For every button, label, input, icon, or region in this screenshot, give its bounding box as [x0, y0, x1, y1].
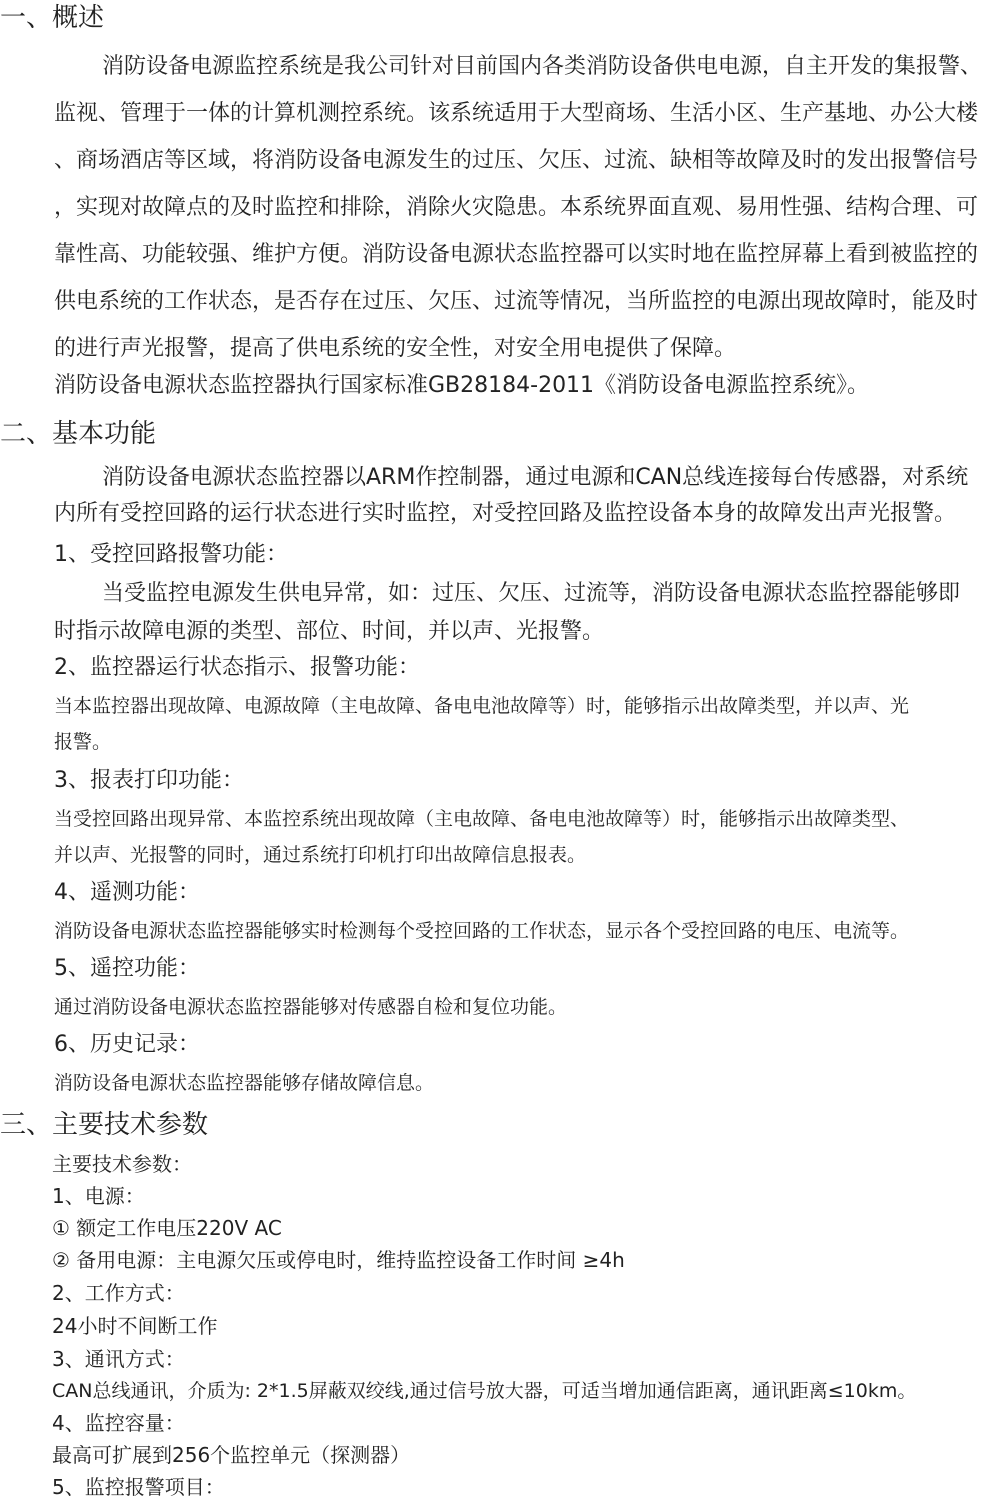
param-backup-power: ② 备用电源：主电源欠压或停电时，维持监控设备工作时间 ≥4h — [52, 1248, 625, 1272]
text-line: 通过消防设备电源状态监控器能够对传感器自检和复位功能。 — [54, 996, 568, 1018]
section-heading-tech-params: 三、主要技术参数 — [0, 1110, 209, 1140]
text-line: ，实现对故障点的及时监控和排除，消除火灾隐患。本系统界面直观、易用性强、结构合理、可 — [54, 195, 979, 220]
function-1-body — [54, 575, 1000, 651]
function-4-body — [54, 913, 1000, 949]
text-line: 的进行声光报警，提高了供电系统的安全性，对安全用电提供了保障。 — [54, 336, 737, 361]
overview-paragraph — [54, 43, 1000, 372]
param-work-mode-title: 2、工作方式： — [52, 1281, 185, 1305]
text-line: 靠性高、功能较强、维护方便。消防设备电源状态监控器可以实时地在监控屏幕上看到被监控的 — [54, 242, 979, 267]
param-power-title: 1、电源： — [52, 1184, 145, 1208]
text-line: 供电系统的工作状态，是否存在过压、欠压、过流等情况，当所监控的电源出现故障时，能及时 — [54, 289, 979, 314]
text-line: 时指示故障电源的类型、部位、时间，并以声、光报警。 — [54, 619, 605, 644]
section-heading-overview: 一、概述 — [0, 3, 105, 33]
function-2-body — [54, 688, 1000, 760]
text-line: 监视、管理于一体的计算机测控系统。该系统适用于大型商场、生活小区、生产基地、办公大楼 — [54, 101, 979, 126]
text-line: 消防设备电源状态监控器以ARM作控制器，通过电源和CAN总线连接每台传感器，对系统 — [102, 465, 969, 490]
text-line: 报警。 — [54, 731, 112, 753]
param-capacity: 最高可扩展到256个监控单元（探测器） — [52, 1443, 411, 1467]
function-5-title: 5、遥控功能： — [54, 956, 200, 981]
text-line: 内所有受控回路的运行状态进行实时监控，对受控回路及监控设备本身的故障发出声光报警。 — [54, 501, 957, 526]
param-work-mode: 24小时不间断工作 — [52, 1314, 218, 1338]
function-5-body — [54, 989, 1000, 1025]
text-line: 当受监控电源发生供电异常，如：过压、欠压、过流等，消防设备电源状态监控器能够即 — [102, 581, 961, 606]
standard-statement: 消防设备电源状态监控器执行国家标准GB28184-2011《消防设备电源监控系统》。 — [54, 373, 870, 398]
text-line: 消防设备电源监控系统是我公司针对目前国内各类消防设备供电电源，自主开发的集报警、 — [102, 54, 983, 79]
text-line: 消防设备电源状态监控器能够实时检测每个受控回路的工作状态，显示各个受控回路的电压、电流等。 — [54, 920, 910, 942]
param-capacity-title: 4、监控容量： — [52, 1411, 185, 1435]
text-line: 当受控回路出现异常、本监控系统出现故障（主电故障、备电电池故障等）时，能够指示出故障类型、 — [54, 808, 910, 830]
function-1-title: 1、受控回路报警功能： — [54, 542, 288, 567]
param-comm-title: 3、通讯方式： — [52, 1347, 185, 1371]
text-line: 并以声、光报警的同时，通过系统打印机打印出故障信息报表。 — [54, 844, 587, 866]
function-2-title: 2、监控器运行状态指示、报警功能： — [54, 655, 420, 680]
functions-intro-paragraph — [54, 460, 1000, 532]
function-3-body — [54, 801, 1000, 873]
function-6-title: 6、历史记录： — [54, 1032, 200, 1057]
text-line: 、商场酒店等区域，将消防设备电源发生的过压、欠压、过流、缺相等故障及时的发出报警信号 — [54, 148, 979, 173]
section-heading-basic-functions: 二、基本功能 — [0, 419, 157, 449]
function-4-title: 4、遥测功能： — [54, 880, 200, 905]
param-comm: CAN总线通讯，介质为: 2*1.5屏蔽双绞线,通过信号放大器，可适当增加通信距离，通讯距离≤10km。 — [52, 1380, 917, 1402]
params-intro: 主要技术参数： — [52, 1152, 192, 1176]
function-6-body — [54, 1065, 1000, 1101]
text-line: 消防设备电源状态监控器能够存储故障信息。 — [54, 1072, 435, 1094]
text-line: 当本监控器出现故障、电源故障（主电故障、备电电池故障等）时，能够指示出故障类型，并以声、光 — [54, 695, 910, 717]
param-alarm-items-title: 5、监控报警项目： — [52, 1475, 225, 1499]
param-rated-voltage: ① 额定工作电压220V AC — [52, 1216, 282, 1240]
function-3-title: 3、报表打印功能： — [54, 768, 244, 793]
